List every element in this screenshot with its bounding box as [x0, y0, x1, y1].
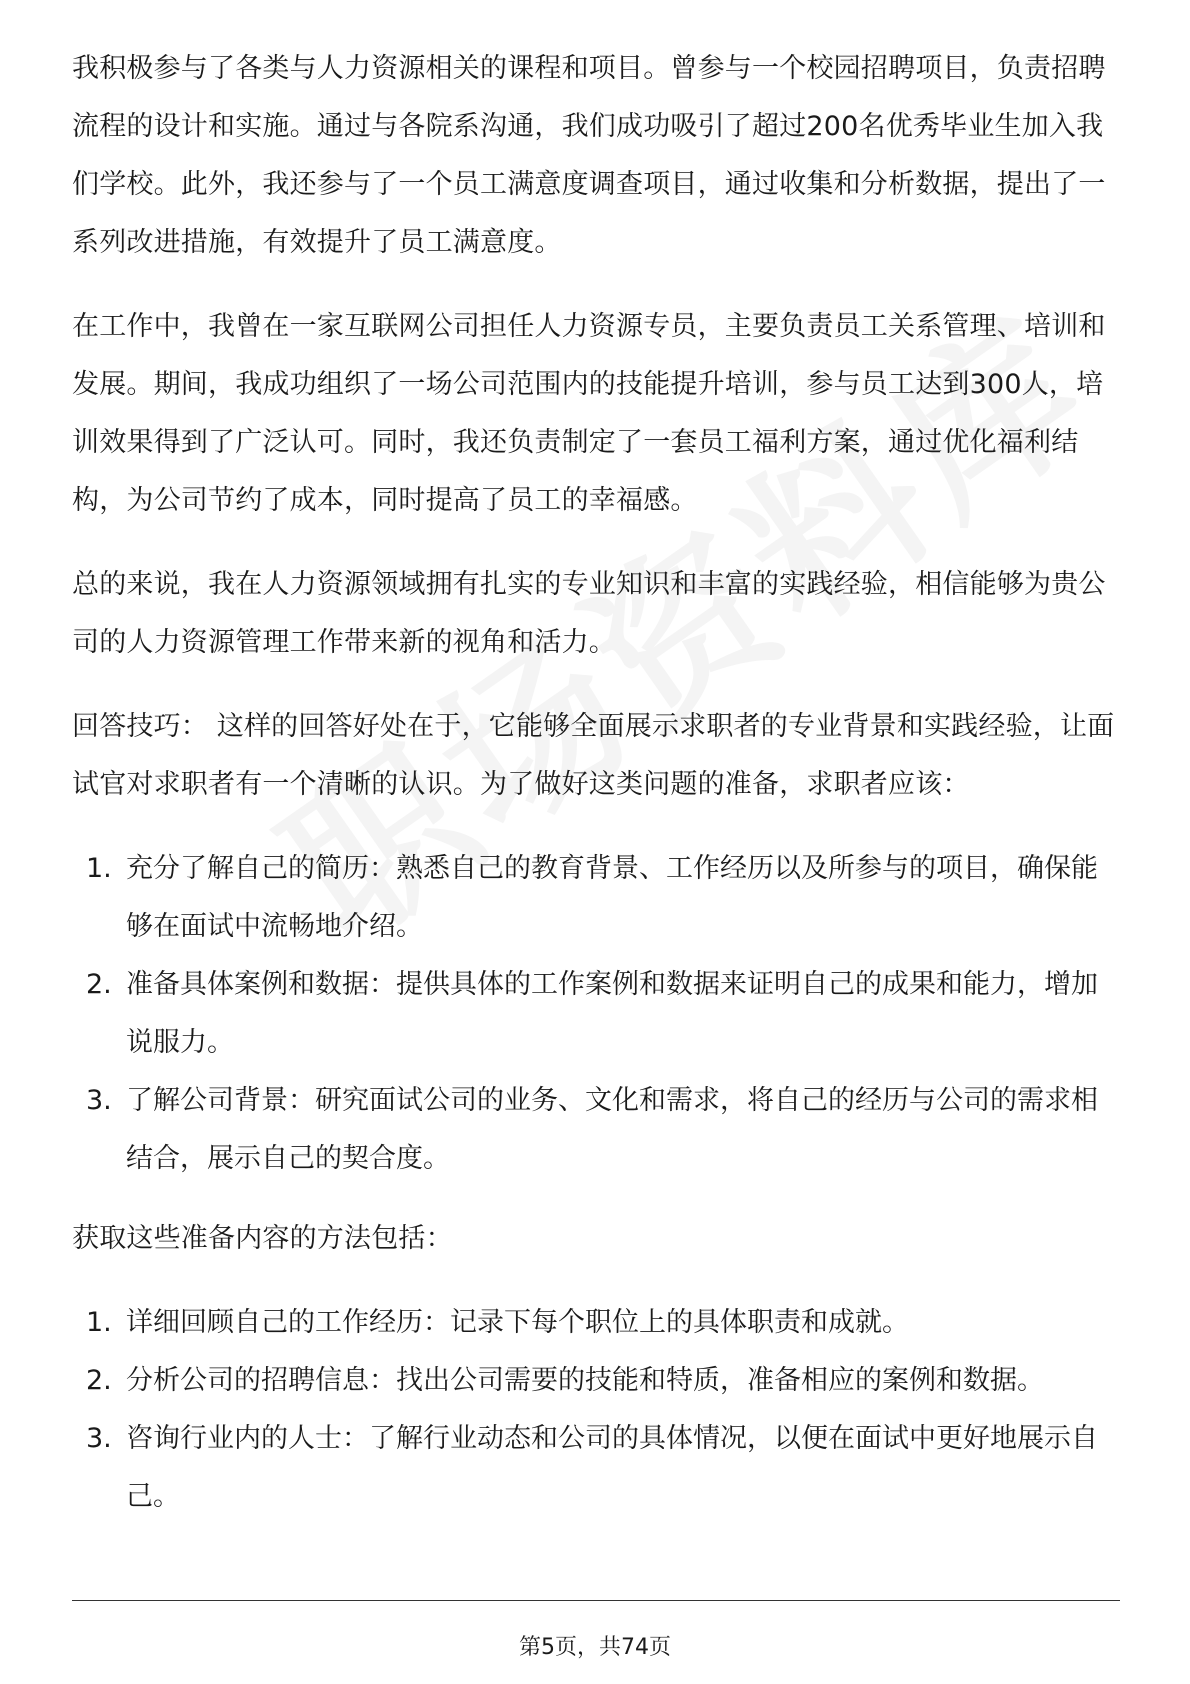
- list-item-text: 详细回顾自己的工作经历：记录下每个职位上的具体职责和成就。: [126, 1307, 909, 1338]
- list-item-text: 充分了解自己的简历：熟悉自己的教育背景、工作经历以及所参与的项目，确保能够在面试中流畅地介绍。: [126, 853, 1098, 942]
- list-number: 2.: [86, 1365, 112, 1396]
- list-item: [72, 1294, 1120, 1352]
- list-number: 1.: [86, 1307, 112, 1338]
- paragraph-3: 总的来说，我在人力资源领域拥有扎实的专业知识和丰富的实践经验，相信能够为贵公司的人力资源管理工作带来新的视角和活力。: [72, 569, 1106, 658]
- list-item-text: 准备具体案例和数据：提供具体的工作案例和数据来证明自己的成果和能力，增加说服力。: [126, 969, 1098, 1058]
- list-item-text: 分析公司的招聘信息：找出公司需要的技能和特质，准备相应的案例和数据。: [126, 1365, 1044, 1396]
- paragraph-5: 获取这些准备内容的方法包括：: [72, 1223, 453, 1254]
- list-number: 3.: [86, 1423, 112, 1454]
- list-item: [72, 956, 1120, 1072]
- document-body: [72, 40, 1120, 1548]
- paragraph-2: 在工作中，我曾在一家互联网公司担任人力资源专员，主要负责员工关系管理、培训和发展。期间，我成功组织了一场公司范围内的技能提升培训，参与员工达到300人，培训效果得到了广泛认可。同时，我还负责制定了一套员工福利方案，通过优化福利结构，为公司节约了成本，同时提高了员工的幸福感。: [72, 311, 1106, 516]
- footer-divider: [72, 1600, 1120, 1601]
- paragraph-4: 回答技巧： 这样的回答好处在于，它能够全面展示求职者的专业背景和实践经验，让面试官对求职者有一个清晰的认识。为了做好这类问题的准备，求职者应该：: [72, 711, 1115, 800]
- list-item: [72, 1352, 1120, 1410]
- list-item: [72, 1410, 1120, 1526]
- paragraph-1: 我积极参与了各类与人力资源相关的课程和项目。曾参与一个校园招聘项目，负责招聘流程的设计和实施。通过与各院系沟通，我们成功吸引了超过200名优秀毕业生加入我们学校。此外，我还参与了一个员工满意度调查项目，通过收集和分析数据，提出了一系列改进措施，有效提升了员工满意度。: [72, 53, 1106, 258]
- list-item-text: 咨询行业内的人士：了解行业动态和公司的具体情况，以便在面试中更好地展示自己。: [126, 1423, 1098, 1512]
- preparation-list: [72, 840, 1120, 1188]
- list-number: 2.: [86, 969, 112, 1000]
- list-number: 3.: [86, 1085, 112, 1116]
- methods-list: [72, 1294, 1120, 1526]
- list-item: [72, 840, 1120, 956]
- list-item-text: 了解公司背景：研究面试公司的业务、文化和需求，将自己的经历与公司的需求相结合，展示自己的契合度。: [126, 1085, 1098, 1174]
- page-number: 第5页，共74页: [519, 1635, 671, 1660]
- list-item: [72, 1072, 1120, 1188]
- list-number: 1.: [86, 853, 112, 884]
